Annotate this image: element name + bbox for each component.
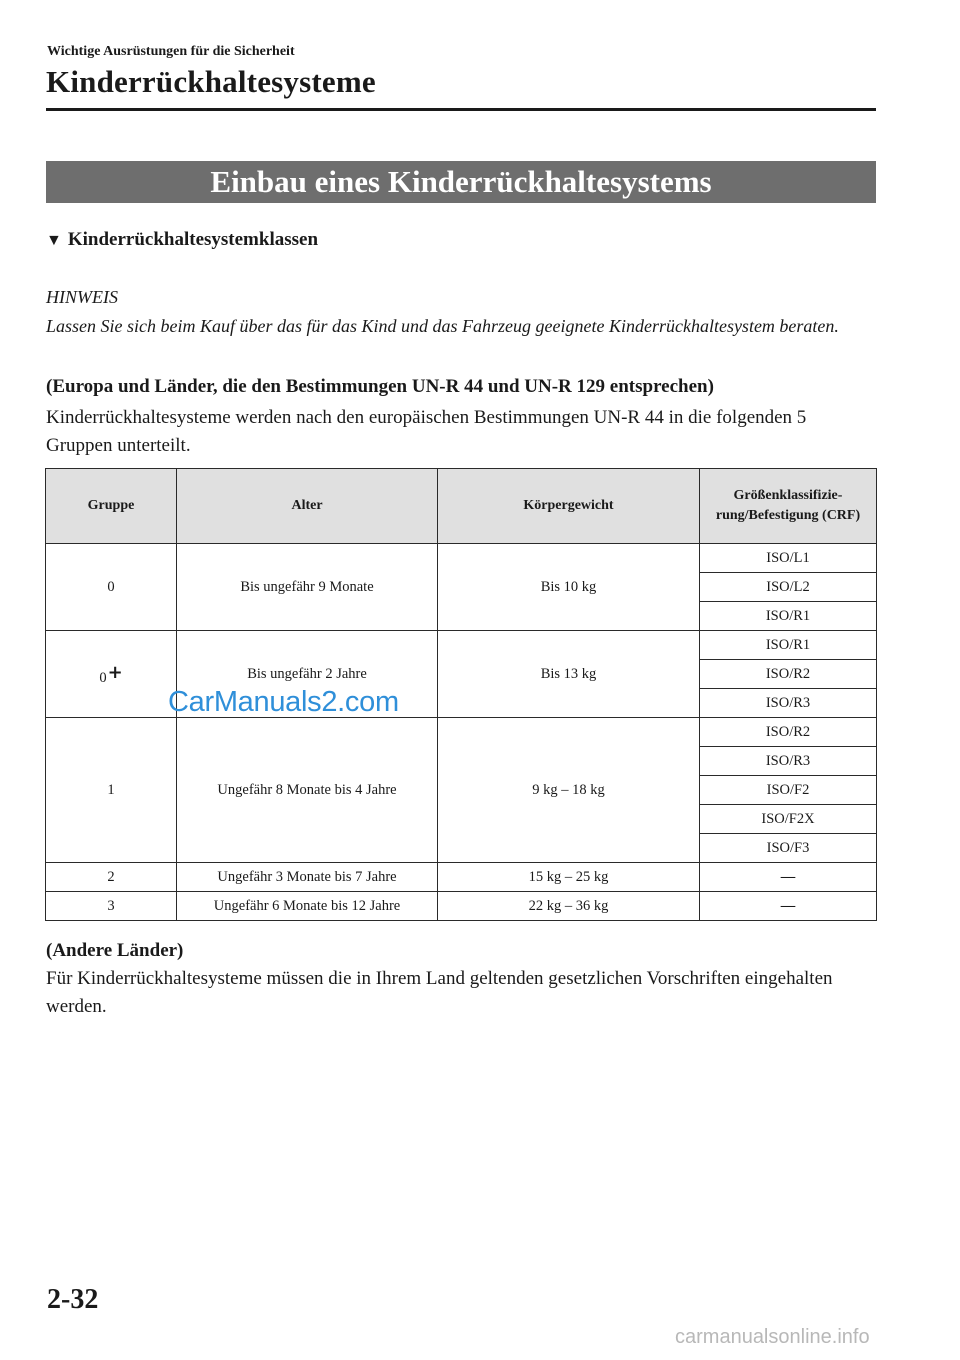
cell-weight: 22 kg – 36 kg [438,892,700,921]
cell-weight: Bis 13 kg [438,631,700,718]
breadcrumb: Wichtige Ausrüstungen für die Sicherheit [47,44,295,59]
table-row [46,718,877,747]
group-value: 2 [107,868,115,885]
cell-age: Ungefähr 6 Monate bis 12 Jahre [177,892,438,921]
table-body [46,544,877,921]
cell-crf: — [700,892,877,921]
group-value: 0 [99,669,107,686]
cell-crf: ISO/F2 [700,776,877,805]
cell-weight: Bis 10 kg [438,544,700,631]
cell-weight: 15 kg – 25 kg [438,863,700,892]
header-crf: Größenklassifizie-rung/Befestigung (CRF) [700,469,877,544]
section-banner: Einbau eines Kinderrückhaltesystems [46,161,876,203]
cell-crf: — [700,863,877,892]
table-row [46,544,877,573]
cell-age: Ungefähr 3 Monate bis 7 Jahre [177,863,438,892]
group-value: 1 [107,781,115,798]
table-row [46,892,877,921]
cell-age: Ungefähr 8 Monate bis 4 Jahre [177,718,438,863]
table-header-row [46,469,877,544]
note-text: Lassen Sie sich beim Kauf über das für das Kind und das Fahrzeug geeignete Kinderrückhaltesystem beraten. [46,316,839,336]
cell-group [46,718,177,863]
triangle-down-icon: ▼ [46,232,62,249]
title-divider [46,108,876,111]
page-title: Kinderrückhaltesysteme [46,64,376,99]
header-group: Gruppe [46,469,177,544]
cell-group [46,544,177,631]
cell-crf: ISO/F3 [700,834,877,863]
other-countries-text: Für Kinderrückhaltesysteme müssen die in Ihrem Land geltenden gesetzlichen Vorschriften eingehalten werden. [46,968,833,1017]
cell-crf: ISO/R3 [700,747,877,776]
table-row [46,631,877,660]
group-value: 0 [107,578,115,595]
header-weight: Körpergewicht [438,469,700,544]
other-countries-heading: (Andere Länder) [46,940,184,961]
cell-age: Bis ungefähr 2 Jahre [177,631,438,718]
cell-crf: ISO/L1 [700,544,877,573]
subsection-heading [46,229,318,251]
subsection-heading-text: Kinderrückhaltesystemklassen [67,229,319,250]
cell-crf: ISO/F2X [700,805,877,834]
cell-crf: ISO/R3 [700,689,877,718]
cell-crf: ISO/R1 [700,602,877,631]
group-value: 3 [107,897,115,914]
europe-heading: (Europa und Länder, die den Bestimmungen UN-R 44 und UN-R 129 entsprechen) [46,376,714,397]
page-number: 2-32 [47,1284,99,1315]
header-age: Alter [177,469,438,544]
watermark-logo: CarManuals2.com [168,686,399,718]
cell-crf: ISO/R1 [700,631,877,660]
cell-crf: ISO/R2 [700,660,877,689]
table-row [46,863,877,892]
plus-icon: + [107,661,123,683]
watermark-footer: carmanualsonline.info [675,1326,870,1348]
cell-age: Bis ungefähr 9 Monate [177,544,438,631]
note-label: HINWEIS [46,287,118,307]
europe-intro-text: Kinderrückhaltesysteme werden nach den europäischen Bestimmungen UN-R 44 in die folgenden 5 Gruppen unterteilt. [46,407,807,456]
cell-group [46,892,177,921]
cell-group [46,631,177,718]
cell-weight: 9 kg – 18 kg [438,718,700,863]
cell-crf: ISO/L2 [700,573,877,602]
cell-group [46,863,177,892]
cell-crf: ISO/R2 [700,718,877,747]
